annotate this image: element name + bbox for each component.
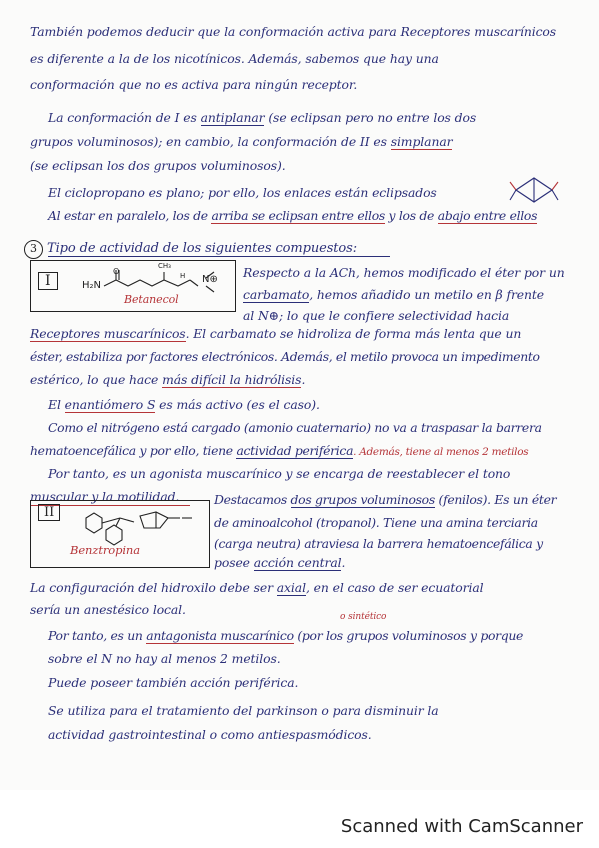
c1-right-line-2: [243, 287, 544, 302]
scanner-watermark: Scanned with CamScanner: [340, 816, 583, 837]
compound-2-name: Benztropina: [70, 543, 140, 557]
c2-line-11: actividad gastrointestinal o como antiespasmódicos.: [48, 727, 372, 742]
c1-line-11: muscular y la motilidad.: [30, 489, 180, 504]
c2-right-line-3: (carga neutra) atraviesa la barrera hematoencefálica y: [214, 536, 543, 551]
sintetico-note: o sintético: [340, 612, 387, 622]
antagonista-term: antagonista muscarínico: [146, 628, 294, 643]
section-title: Tipo de actividad de los siguientes compuestos:: [47, 241, 357, 256]
carbamato-term: carbamato: [243, 287, 310, 302]
c1-line-4: [30, 326, 521, 341]
c2-text: , en el caso de ser ecuatorial: [305, 580, 484, 595]
c1-line-8: Como el nitrógeno está cargado (amonio cuaternario) no va a traspasar la barrera: [48, 420, 542, 435]
hidrolisis-phrase: más difícil la hidrólisis: [162, 372, 302, 387]
p2-text: La conformación de I es: [48, 110, 201, 125]
c2-text: posee: [214, 555, 254, 570]
betanecol-oxygen: O: [113, 267, 120, 276]
c1-line-9: [30, 443, 528, 458]
c1-text: hematoencefálica y por ello, tiene: [30, 443, 237, 458]
antiplanar-term: antiplanar: [200, 110, 265, 125]
c1-text: .: [301, 372, 306, 387]
c1-text: . El carbamato se hidroliza de forma más lenta que un: [185, 326, 522, 341]
c1-text: es más activo (es el caso).: [155, 397, 320, 412]
cyclopropane-sketch-icon: [508, 172, 560, 208]
section-number: 3: [24, 240, 43, 259]
p3-line-2: [48, 208, 537, 223]
compound-1-name: Betanecol: [124, 293, 179, 306]
accion-central-term: acción central: [253, 555, 342, 570]
p2-line-1: [48, 110, 476, 125]
metilos-note: . Además, tiene al menos 2 metilos: [353, 446, 529, 458]
p3-line-1: El ciclopropano es plano; por ello, los enlaces están eclipsados: [48, 185, 437, 200]
betanecol-nitrogen: N⊕: [202, 274, 218, 285]
c2-line-6: sería un anestésico local.: [30, 602, 186, 617]
c2-text: (por los grupos voluminosos y porque: [293, 628, 524, 643]
c2-line-7: [48, 628, 523, 643]
p3-text: y los de: [384, 208, 438, 223]
abajo-phrase: abajo entre ellos: [437, 208, 538, 223]
c2-text: Destacamos: [214, 492, 291, 507]
c2-line-8: sobre el N no hay al menos 2 metilos.: [48, 651, 281, 666]
p1-line-2: es diferente a la de los nicotínicos. Además, sabemos que hay una: [30, 51, 439, 66]
p3-text: Al estar en paralelo, los de: [48, 208, 212, 223]
compound-2-roman: II: [38, 504, 60, 521]
c2-right-line-1: [214, 492, 556, 507]
c2-line-10: Se utiliza para el tratamiento del parkinson o para disminuir la: [48, 703, 439, 718]
arriba-phrase: arriba se eclipsan entre ellos: [211, 208, 385, 223]
c1-line-5: éster, estabiliza por factores electrónicos. Además, el metilo provoca un impedimento: [30, 349, 540, 364]
c1-right-line-3: al N⊕; lo que le confiere selectividad hacia: [243, 308, 510, 323]
p1-line-1: También podemos deducir que la conformación activa para Receptores muscarínicos: [30, 24, 557, 39]
heading-underline: [48, 256, 390, 257]
c2-line-5: [30, 580, 483, 595]
p2-line-3: (se eclipsan los dos grupos voluminosos).: [30, 158, 286, 173]
benztropina-structure-icon: [76, 504, 200, 548]
betanecol-hydrogen: H: [180, 272, 186, 280]
p2-text: (se eclipsan pero no entre los dos: [264, 110, 477, 125]
c2-text: .: [341, 555, 346, 570]
enantiomero-term: enantiómero S: [64, 397, 156, 412]
c2-text: La configuración del hidroxilo debe ser: [30, 580, 277, 595]
p2-text: grupos voluminosos); en cambio, la conformación de II es: [30, 134, 391, 149]
actividad-periferica-term: actividad periférica: [236, 443, 354, 458]
c1-text: estérico, lo que hace: [30, 372, 163, 387]
c1-line-7: [48, 397, 320, 412]
c1-text: , hemos añadido un metilo en β frente: [309, 287, 544, 302]
c2-text: (fenilos). Es un éter: [434, 492, 557, 507]
c2-right-line-4: [214, 555, 345, 570]
betanecol-formula-left: H₂N: [82, 280, 102, 291]
p2-line-2: [30, 134, 452, 149]
betanecol-ch3: CH₃: [158, 262, 171, 270]
grupos-voluminosos-term: dos grupos voluminosos: [290, 492, 435, 507]
c1-line-6: [30, 372, 305, 387]
c1-right-line-1: Respecto a la ACh, hemos modificado el éter por un: [243, 265, 565, 280]
receptores-muscarinicos-term: Receptores muscarínicos: [30, 326, 186, 341]
simplanar-term: simplanar: [390, 134, 453, 149]
c2-line-9: Puede poseer también acción periférica.: [48, 675, 299, 690]
c2-text: Por tanto, es un: [48, 628, 147, 643]
axial-term: axial: [276, 580, 306, 595]
p1-line-3: conformación que no es activa para ningún receptor.: [30, 77, 358, 92]
compound-1-roman: I: [38, 272, 58, 290]
c2-right-line-2: de aminoalcohol (tropanol). Tiene una amina terciaria: [214, 515, 538, 530]
c1-line-10: Por tanto, es un agonista muscarínico y se encarga de reestablecer el tono: [48, 466, 511, 481]
c1-text: El: [48, 397, 65, 412]
